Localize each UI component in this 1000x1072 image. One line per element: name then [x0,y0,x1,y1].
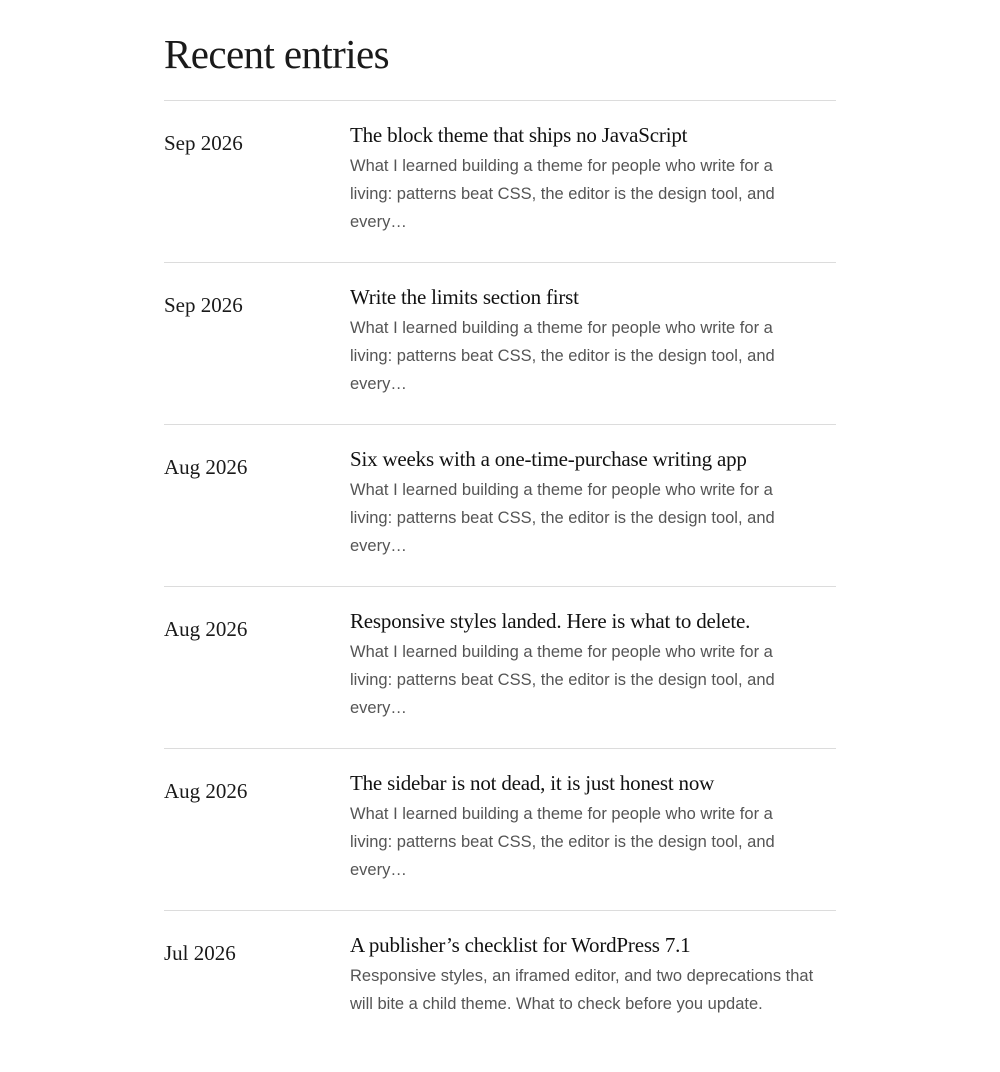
entry-body [350,444,834,560]
entry-body [350,930,834,1018]
entry-item [164,748,836,910]
entry-item [164,100,836,262]
entry-title-link[interactable]: Write the limits section first [350,285,579,309]
entry-body [350,606,834,722]
entry-title-link[interactable]: Responsive styles landed. Here is what to delete. [350,609,751,633]
entry-date: Aug 2026 [164,617,248,641]
entry-item [164,586,836,748]
section-title: Recent entries [164,31,389,77]
entry-body [350,768,834,884]
entries-list [164,100,836,1072]
entry-title-link[interactable]: The block theme that ships no JavaScript [350,123,688,147]
entry-title-link[interactable]: Six weeks with a one-time-purchase writing app [350,447,747,471]
entry-date: Jul 2026 [164,941,236,965]
entry-body [350,282,834,398]
entry-body [350,120,834,236]
entry-item [164,262,836,424]
entry-date: Aug 2026 [164,779,248,803]
entry-excerpt: Responsive styles, an iframed editor, and two deprecations that will bite a child theme. What to check before you update. [350,967,814,1013]
entry-excerpt: What I learned building a theme for people who write for a living: patterns beat CSS, the editor is the design tool, and every… [350,805,775,879]
entry-item [164,910,836,1072]
entry-excerpt: What I learned building a theme for people who write for a living: patterns beat CSS, the editor is the design tool, and every… [350,157,775,231]
entry-date: Sep 2026 [164,131,243,155]
entry-excerpt: What I learned building a theme for people who write for a living: patterns beat CSS, the editor is the design tool, and every… [350,481,775,555]
entry-excerpt: What I learned building a theme for people who write for a living: patterns beat CSS, the editor is the design tool, and every… [350,643,775,717]
entry-title-link[interactable]: A publisher’s checklist for WordPress 7.1 [350,933,691,957]
entry-date: Sep 2026 [164,293,243,317]
entry-excerpt: What I learned building a theme for people who write for a living: patterns beat CSS, the editor is the design tool, and every… [350,319,775,393]
entry-title-link[interactable]: The sidebar is not dead, it is just honest now [350,771,715,795]
entry-item [164,424,836,586]
entry-date: Aug 2026 [164,455,248,479]
